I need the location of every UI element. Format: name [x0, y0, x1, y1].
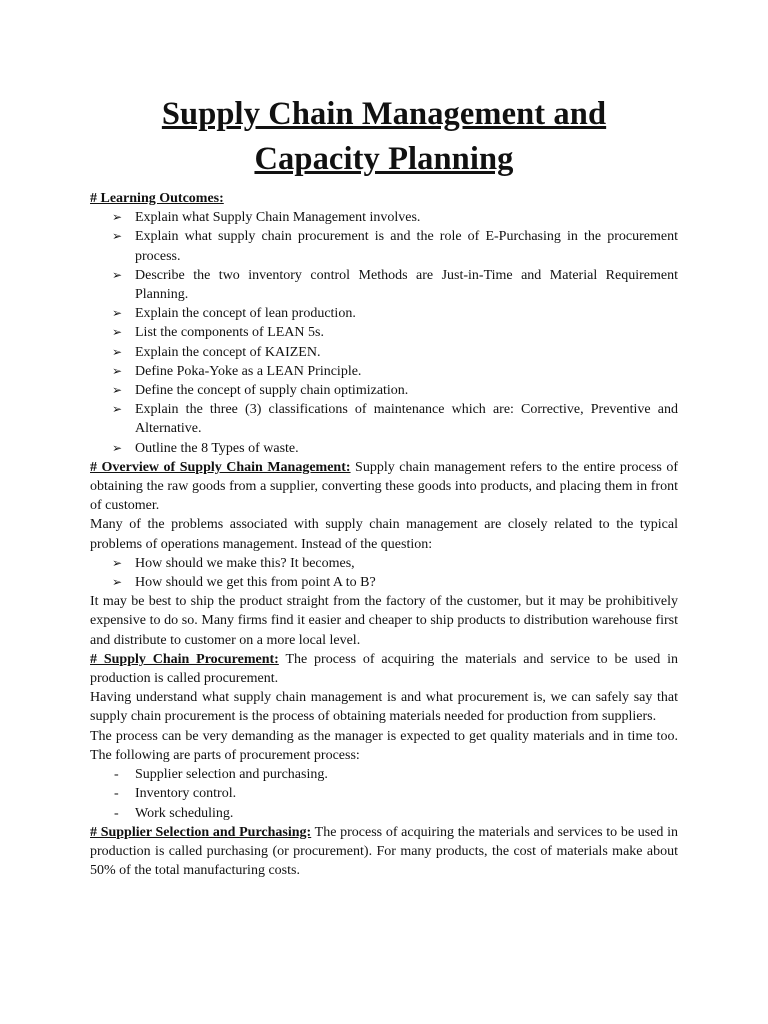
procurement-paragraph [90, 650, 678, 688]
procurement-paragraph-2: Having understand what supply chain management is and what procurement is, we can safely say that supply chain procurement is the process of obtaining materials needed for production from suppliers. [90, 690, 678, 725]
procurement-text: The process of acquiring the materials and service to be used in production is called procurement. [90, 651, 678, 687]
arrowhead-bullet-icon: ➢ [112, 402, 123, 417]
questions-list [90, 554, 678, 592]
list-item [90, 784, 678, 803]
arrowhead-bullet-icon: ➢ [112, 363, 123, 378]
list-item-text: Define Poka-Yoke as a LEAN Principle. [135, 363, 362, 379]
list-item [90, 208, 678, 227]
list-item-text: Explain the three (3) classifications of maintenance which are: Corrective, Preventive and Alternative. [135, 402, 678, 437]
list-item [90, 362, 678, 381]
list-item-text: How should we make this? It becomes, [135, 555, 355, 571]
arrowhead-bullet-icon: ➢ [112, 229, 123, 244]
list-item [90, 266, 678, 304]
arrowhead-bullet-icon: ➢ [112, 555, 123, 570]
dash-bullet: - [114, 805, 119, 821]
list-item-text: Explain what Supply Chain Management involves. [135, 210, 421, 226]
dash-bullet: - [114, 786, 119, 802]
list-item [90, 323, 678, 342]
section-heading: # Learning Outcomes: [90, 191, 224, 206]
list-item [90, 804, 678, 823]
list-item [90, 343, 678, 362]
arrowhead-bullet-icon: ➢ [112, 575, 123, 590]
dash-bullet: - [114, 767, 119, 783]
supplier-selection-text: The process of acquiring the materials and services to be used in production is called purchasing (or procurement). For many products, the cost of materials make about 50% of the total manufacturing costs. [90, 824, 679, 879]
learning-outcomes-heading [90, 189, 678, 208]
list-item [90, 765, 678, 784]
arrowhead-bullet-icon: ➢ [112, 306, 123, 321]
list-item-text: Outline the 8 Types of waste. [135, 440, 299, 456]
procurement-parts-list [90, 765, 678, 823]
arrowhead-bullet-icon: ➢ [112, 440, 123, 455]
list-item-text: Describe the two inventory control Methods are Just-in-Time and Material Requirement Planning. [135, 267, 678, 303]
overview-paragraph-2: Many of the problems associated with supply chain management are closely related to the typical problems of operations management. Instead of the question: [90, 517, 678, 552]
arrowhead-bullet-icon: ➢ [112, 325, 123, 340]
learning-outcomes-list [90, 208, 678, 458]
arrowhead-bullet-icon: ➢ [112, 383, 123, 398]
list-item [90, 304, 678, 323]
overview-text: Supply chain management refers to the entire process of obtaining the raw goods from a supplier, converting these goods into products, and placing them in front of customer. [90, 459, 679, 514]
list-item-text: Supplier selection and purchasing. [135, 767, 328, 783]
list-item-text: Explain what supply chain procurement is and the role of E-Purchasing in the procurement process. [135, 229, 678, 264]
arrowhead-bullet-icon: ➢ [112, 267, 123, 282]
document-title [90, 92, 678, 182]
section-heading: # Supplier Selection and Purchasing: [90, 824, 312, 840]
supplier-selection-paragraph [90, 823, 678, 881]
list-item-text: How should we get this from point A to B? [135, 575, 376, 591]
list-item-text: Work scheduling. [135, 805, 234, 821]
section-heading: # Overview of Supply Chain Management: [90, 459, 351, 475]
title-line-1: Supply Chain Management and [161, 96, 607, 132]
section-heading: # Supply Chain Procurement: [90, 651, 279, 667]
overview-paragraph [90, 458, 678, 516]
document-page [90, 92, 678, 880]
overview-paragraph-3: It may be best to ship the product straight from the factory of the customer, but it may be prohibitively expensive to do so. Many firms find it easier and cheaper to ship products to distribution warehouse first and distribute to customer on a more local level. [90, 594, 678, 648]
list-item [90, 400, 678, 438]
list-item [90, 439, 678, 458]
list-item [90, 381, 678, 400]
arrowhead-bullet-icon: ➢ [112, 344, 123, 359]
list-item [90, 554, 678, 573]
list-item-text: Inventory control. [135, 786, 237, 802]
list-item-text: Define the concept of supply chain optimization. [135, 383, 409, 399]
arrowhead-bullet-icon: ➢ [112, 210, 123, 225]
list-item [90, 227, 678, 265]
list-item-text: List the components of LEAN 5s. [135, 325, 324, 341]
list-item-text: Explain the concept of KAIZEN. [135, 344, 321, 360]
list-item [90, 573, 678, 592]
procurement-paragraph-3: The process can be very demanding as the manager is expected to get quality materials and in time too. The following are parts of procurement process: [90, 728, 678, 763]
title-line-2: Capacity Planning [254, 141, 514, 177]
list-item-text: Explain the concept of lean production. [135, 306, 356, 322]
